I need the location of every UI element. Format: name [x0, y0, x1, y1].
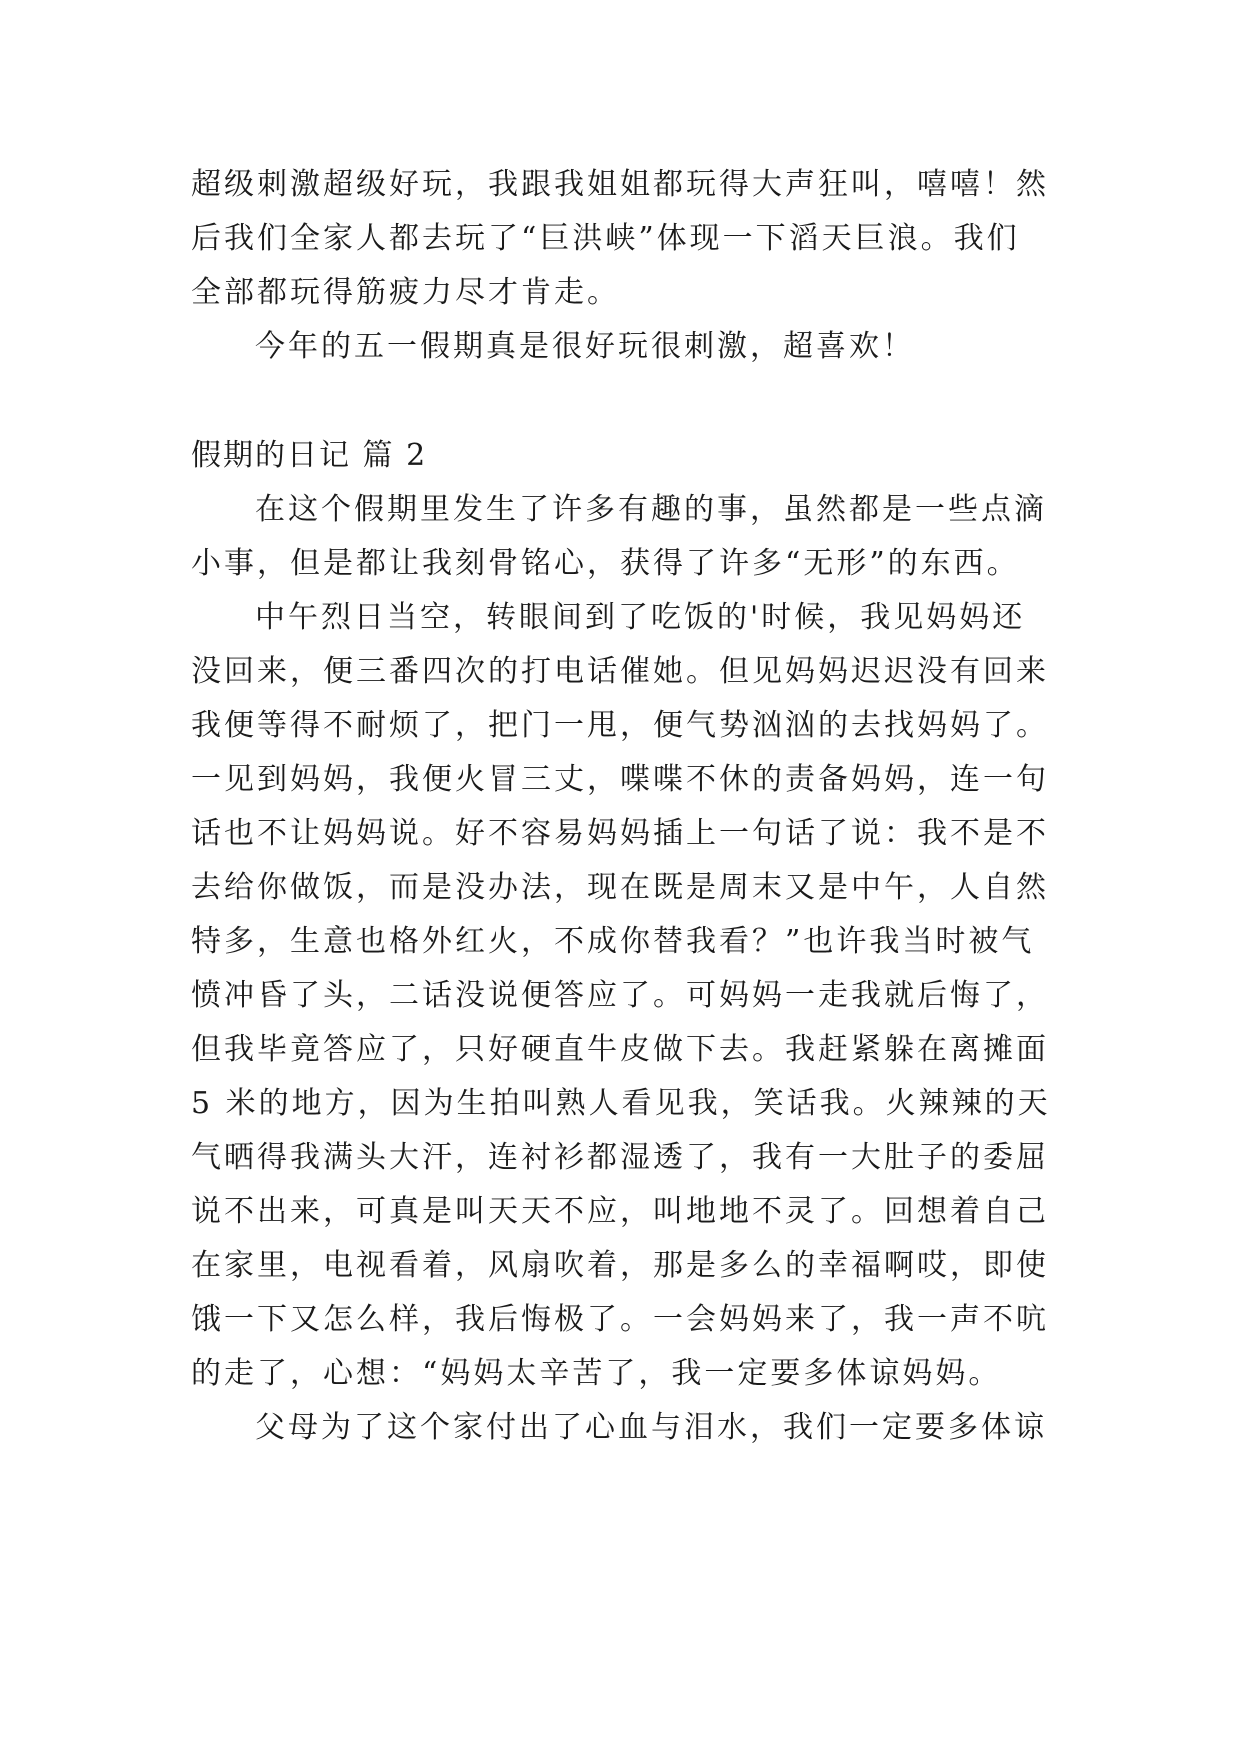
text-line: 在家里，电视看着，风扇吹着，那是多么的幸福啊哎，即使	[191, 1248, 1049, 1283]
text-line: 气晒得我满头大汗，连衬衫都湿透了，我有一大肚子的委屈	[191, 1140, 1049, 1175]
text-line: 说不出来，可真是叫天天不应，叫地地不灵了。回想着自己	[191, 1194, 1049, 1229]
text-line: 特多，生意也格外红火，不成你替我看？”也许我当时被气	[191, 924, 1035, 959]
section2-paragraph-1	[191, 483, 1061, 591]
text-line: 话也不让妈妈说。好不容易妈妈插上一句话了说：我不是不	[191, 816, 1049, 851]
section2-paragraph-3	[191, 1401, 1061, 1455]
text-line: 小事，但是都让我刻骨铭心，获得了许多“无形”的东西。	[191, 546, 1020, 581]
text-line: 超级刺激超级好玩，我跟我姐姐都玩得大声狂叫，嘻嘻！然	[191, 167, 1049, 202]
text-line: 5 米的地方，因为生拍叫熟人看见我，笑话我。火辣辣的天	[191, 1086, 1051, 1121]
text-line: 我便等得不耐烦了，把门一甩，便气势汹汹的去找妈妈了。	[191, 708, 1049, 743]
text-line: 愤冲昏了头，二话没说便答应了。可妈妈一走我就后悔了，	[191, 978, 1049, 1013]
text-line: 饿一下又怎么样，我后悔极了。一会妈妈来了，我一声不吭	[191, 1302, 1049, 1337]
text-line: 一见到妈妈，我便火冒三丈，喋喋不休的责备妈妈，连一句	[191, 762, 1049, 797]
section1-paragraph	[191, 158, 1061, 320]
text-line: 的走了，心想：“妈妈太辛苦了，我一定要多体谅妈妈。	[191, 1356, 1002, 1391]
section2-paragraph-2	[191, 591, 1061, 1401]
text-line: 在这个假期里发生了许多有趣的事，虽然都是一些点滴	[255, 492, 1047, 527]
section-spacer	[191, 374, 1061, 429]
text-line: 去给你做饭，而是没办法，现在既是周末又是中午，人自然	[191, 870, 1049, 905]
section1-closing-line: 今年的五一假期真是很好玩很刺激，超喜欢！	[255, 329, 915, 364]
text-line: 父母为了这个家付出了心血与泪水，我们一定要多体谅	[255, 1410, 1047, 1445]
text-line: 没回来，便三番四次的打电话催她。但见妈妈迟迟没有回来	[191, 654, 1049, 689]
text-line: 后我们全家人都去玩了“巨洪峡”体现一下滔天巨浪。我们	[191, 221, 1020, 256]
text-line: 但我毕竟答应了，只好硬直牛皮做下去。我赶紧躲在离摊面	[191, 1032, 1049, 1067]
section2-heading: 假期的日记 篇 2	[191, 438, 428, 473]
text-line: 中午烈日当空，转眼间到了吃饭的'时候，我见妈妈还	[255, 600, 1026, 635]
document-body	[191, 158, 1061, 1455]
text-line: 全部都玩得筋疲力尽才肯走。	[191, 275, 620, 310]
